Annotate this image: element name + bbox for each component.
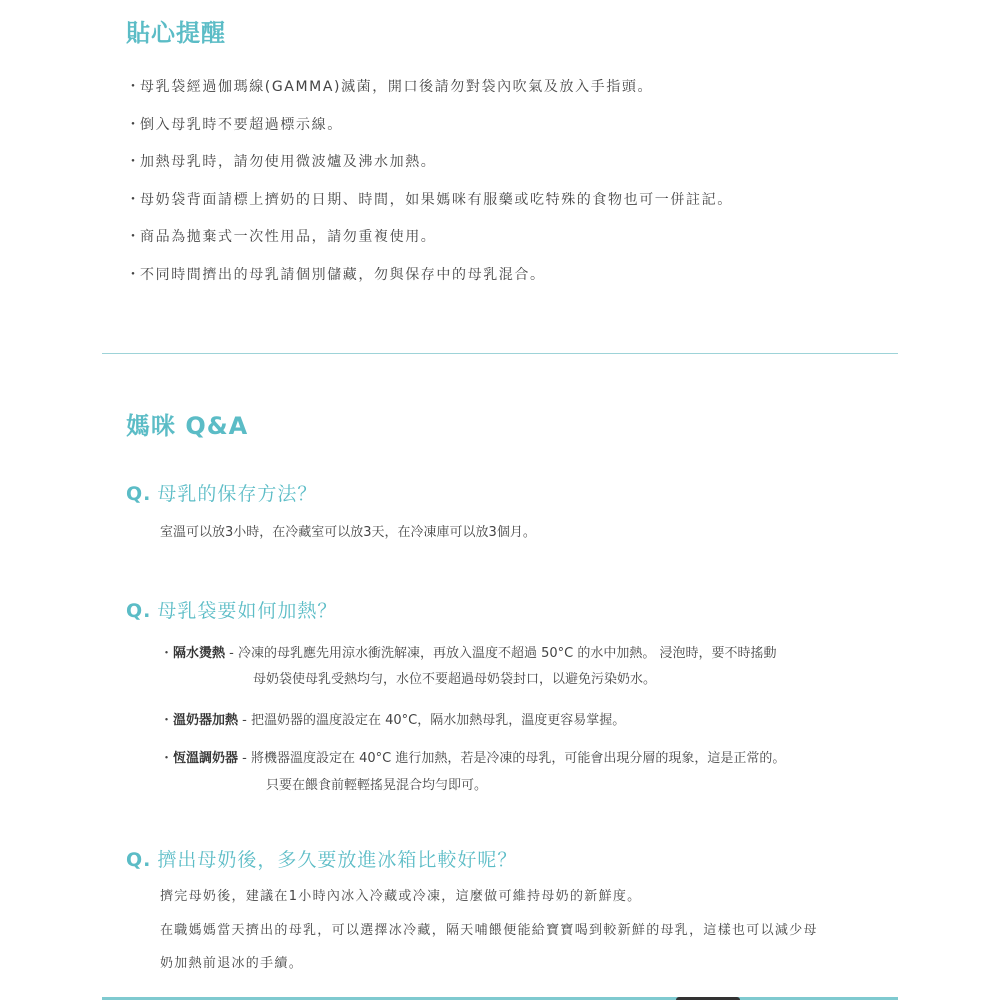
- tips-item-text: 不同時間擠出的母乳請個別儲藏，勿與保存中的母乳混合。: [140, 266, 546, 283]
- bullet-dot: ・: [126, 79, 142, 95]
- question-text: 擠出母奶後，多久要放進冰箱比較好呢？: [157, 849, 518, 871]
- bullet-dot: ・: [126, 191, 142, 208]
- question-text: 母乳的保存方法？: [157, 483, 318, 505]
- tips-list: [126, 72, 733, 297]
- q-prefix: Q.: [126, 483, 152, 505]
- tips-item-text: 倒入母乳時不要超過標示線。: [140, 116, 343, 133]
- method-bottle-warmer: [160, 709, 625, 728]
- method-formula-maker: [160, 747, 786, 793]
- tips-item-text: 商品為拋棄式一次性用品，請勿重複使用。: [140, 229, 437, 245]
- question-storage: [126, 479, 317, 506]
- method-text-continued: 只要在餵食前輕輕搖晃混合均勻即可。: [266, 778, 488, 793]
- method-name: 隔水燙熱: [173, 646, 226, 661]
- method-sep: -: [225, 646, 238, 661]
- tips-title: 貼心提醒: [126, 19, 226, 47]
- method-text-continued: 母奶袋使母乳受熱均勻，水位不要超過母奶袋封口，以避免污染奶水。: [253, 672, 657, 687]
- method-name: 恆溫調奶器: [173, 751, 239, 766]
- bullet-dot: ・: [160, 713, 174, 728]
- tips-item: [126, 185, 733, 223]
- question-heating: [126, 596, 337, 623]
- section-divider: [102, 353, 898, 354]
- answer-line: 擠完母奶後，建議在1小時內冰入冷藏或冷凍，這麼做可維持母奶的新鮮度。: [160, 889, 642, 904]
- method-text: 冷凍的母乳應先用涼水衝洗解凍，再放入溫度不超過 50°C 的水中加熱。 浸泡時，要不時搖動: [238, 646, 777, 661]
- method-sep: -: [238, 751, 251, 766]
- answer-line: 奶加熱前退冰的手續。: [160, 956, 304, 971]
- qa-title: 媽咪 Q&A: [126, 412, 249, 440]
- method-text: 把溫奶器的溫度設定在 40°C，隔水加熱母乳，溫度更容易掌握。: [251, 713, 626, 728]
- bullet-dot: ・: [160, 751, 174, 766]
- question-refrigerate: [126, 845, 517, 872]
- method-text: 將機器溫度設定在 40°C 進行加熱，若是冷凍的母乳，可能會出現分層的現象，這是正常的。: [251, 751, 786, 766]
- tips-item-text: 母乳袋經過伽瑪線(GAMMA)滅菌，開口後請勿對袋內吹氣及放入手指頭。: [140, 79, 654, 95]
- method-name: 溫奶器加熱: [173, 713, 239, 728]
- tips-item: [126, 222, 733, 260]
- tips-item: [126, 147, 733, 185]
- bullet-dot: ・: [126, 116, 142, 133]
- tips-item-text: 母奶袋背面請標上擠奶的日期、時間，如果媽咪有服藥或吃特殊的食物也可一併註記。: [140, 191, 733, 208]
- tips-item: [126, 110, 733, 148]
- bullet-dot: ・: [126, 154, 142, 170]
- bullet-dot: ・: [126, 229, 142, 245]
- question-text: 母乳袋要如何加熱？: [157, 600, 338, 622]
- method-sep: -: [238, 713, 251, 728]
- q-prefix: Q.: [126, 600, 152, 622]
- bullet-dot: ・: [126, 266, 142, 283]
- q-prefix: Q.: [126, 849, 152, 871]
- method-water-bath: [160, 642, 777, 687]
- tips-item-text: 加熱母乳時，請勿使用微波爐及沸水加熱。: [140, 154, 437, 170]
- answer-line: 在職媽媽當天擠出的母乳，可以選擇冰冷藏，隔天哺餵便能給寶寶喝到較新鮮的母乳，這樣也可以減少母: [160, 923, 818, 938]
- bullet-dot: ・: [160, 646, 174, 661]
- tips-item: [126, 260, 733, 298]
- tips-item: [126, 72, 733, 110]
- answer-storage: 室溫可以放3小時，在冷藏室可以放3天，在冷凍庫可以放3個月。: [160, 525, 536, 540]
